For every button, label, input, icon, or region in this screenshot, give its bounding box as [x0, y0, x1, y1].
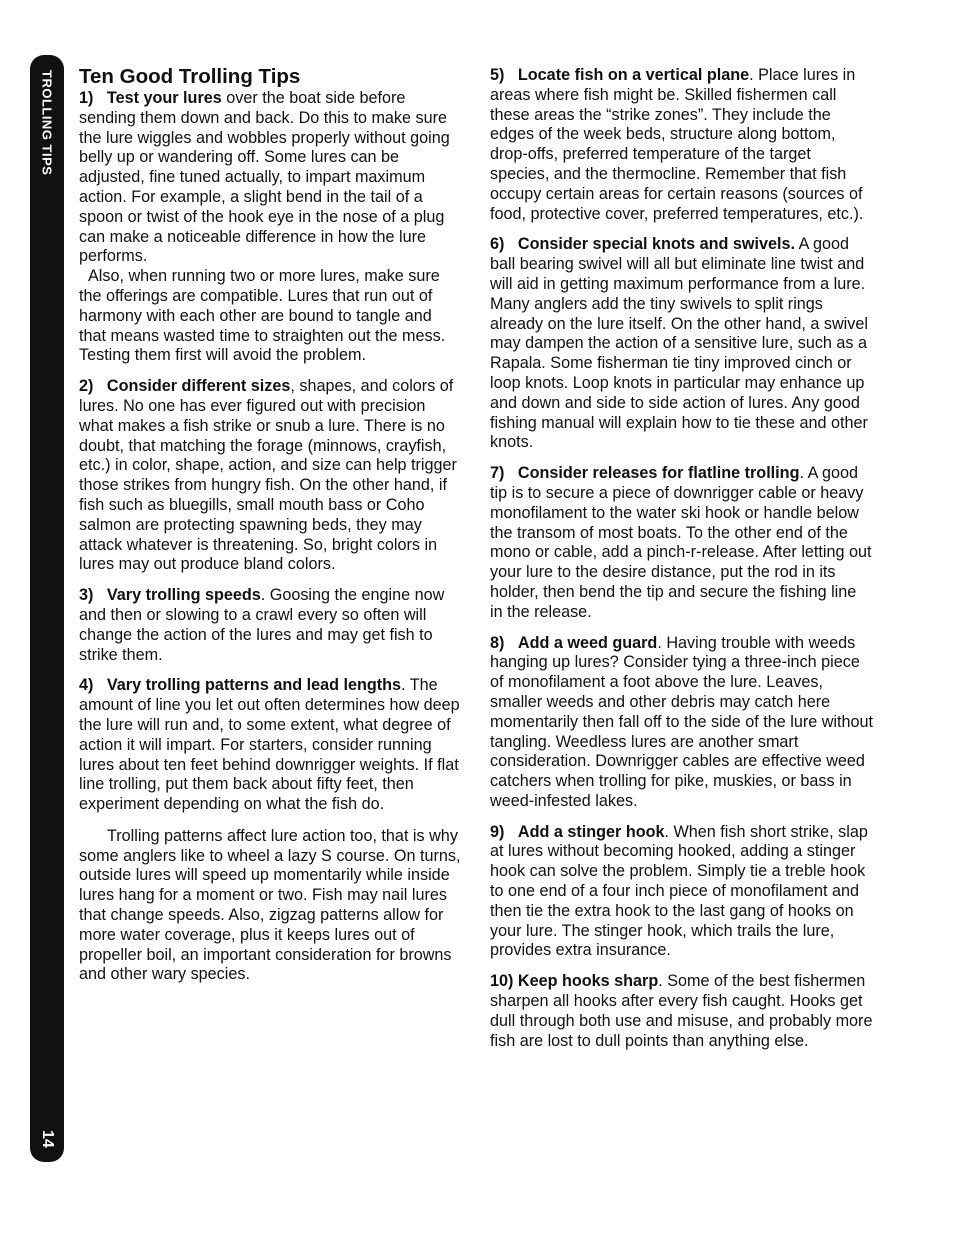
tip-5 [490, 66, 873, 224]
tip-number: 10) [490, 972, 514, 991]
page-title: Ten Good Trolling Tips [79, 65, 301, 88]
tip-heading: Vary trolling speeds [106, 586, 261, 605]
tip-number: 9) [490, 822, 505, 841]
tip-text: A good ball bearing swivel will all but eliminate line twist and will aid in getting maximum performance from a lure. Many anglers add the tiny swivels to split rings already on the lure itself. On the other hand, a swivel may dampen the action of a sensitive lure, such as a Rapala. Some fisherman tie tiny improved cinch or loop knots. Loop knots in particular may enhance up and down and side to side action of lures. Any good fishing manual will explain how to tie these and other knots. [490, 235, 868, 452]
tip-7 [490, 464, 873, 622]
tip-number: 7) [490, 464, 505, 483]
tip-text: . A good tip is to secure a piece of downrigger cable or heavy monofilament to the water ski hook or handle below the transom of most boats. To the other end of the mono or cable, add a pinch-r-release. After letting out your lure to the desire distance, put the rod in its holder, then bend the tip and secure the fishing line in the release. [490, 464, 872, 621]
tip-number: 2) [79, 377, 94, 396]
tip-text: . Place lures in areas where fish might be. Skilled fishermen call these areas the “strike zones”. They include the edges of the week beds, structure along bottom, drop-offs, preferred temperature of the target species, and the thermocline. Remember that fish occupy certain areas for certain reasons (sources of food, protective cover, preferred temperatures, etc.). [490, 66, 864, 223]
tip-4-extra: Trolling patterns affect lure action too, that is why some anglers like to wheel a lazy S course. On turns, outside lures will speed up momentarily while inside lures hang for a moment or two. Fish may nail lures that change speeds. Also, zigzag patterns allow for more water coverage, plus it keeps lures out of propeller boil, an important consideration for browns and other wary species. [79, 826, 461, 984]
tip-text: . The amount of line you let out often determines how deep the lure will run and, to some extent, what degree of action it will impart. For starters, consider running lures about ten feet behind downrigger weights. If flat line trolling, put them back about fifty feet, then experiment depending on what the fish do. [79, 676, 460, 814]
tip-number: 4) [79, 676, 94, 695]
tip-text: over the boat side before sending them down and back. Do this to make sure the lure wiggles and wobbles properly without going belly up or wandering off. Some lures can be adjusted, fine tuned actually, to impart maximum action. For example, a slight bend in the tail of a spoon or twist of the hook eye in the nose of a plug can make a noticeable difference in how the lure performs. [79, 89, 450, 266]
page-number: 14 [39, 1130, 56, 1148]
tip-number: 1) [79, 89, 94, 107]
tip-heading: Vary trolling patterns and lead lengths [106, 676, 402, 695]
tip-text: . Having trouble with weeds hanging up lures? Consider tying a three-inch piece of monofilament a foot above the lure. Leaves, smaller weeds and other debris may catch here momentarily then fall off to the side of the lure without tangling. Weedless lures are another smart consideration. Downrigger cables are effective weed catchers when trolling for pike, muskies, or bass in weed-infested lakes. [490, 633, 874, 810]
tip-number: 5) [490, 66, 505, 84]
tip-heading: Add a weed guard [517, 633, 658, 652]
tip-heading: Consider different sizes [106, 377, 291, 396]
tip-heading: Add a stinger hook [517, 822, 665, 841]
tip-number: 8) [490, 633, 505, 652]
tip-4 [79, 676, 463, 815]
tip-text: , shapes, and colors of lures. No one has ever figured out with precision what makes a fish strike or snub a lure. There is no doubt, that matching the forage (minnows, crayfish, etc.) in color, shape, action, and size can help trigger those strikes from hungry fish. On the other hand, if fish such as bluegills, small mouth bass or Coho salmon are protecting spawning beds, they may attack whatever is threatening. So, bright colors in lures may out produce bland colors. [79, 377, 457, 574]
tip-heading: Consider releases for flatline trolling [517, 464, 800, 483]
tip-text: . When fish short strike, slap at lures without becoming hooked, adding a stinger hook can solve the problem. Simply tie a treble hook to one end of a four inch piece of monofilament and then tie the extra hook to the last gang of hooks on your lure. The stinger hook, which trails the lure, provides extra insurance. [490, 822, 868, 960]
sidebar-tab [30, 55, 64, 1162]
tip-9 [490, 823, 873, 962]
tip-10 [490, 972, 873, 1051]
tip-number: 6) [490, 235, 505, 254]
sidebar-section-label: TROLLING TIPS [39, 70, 55, 176]
tip-1 [79, 89, 463, 267]
tip-heading: Keep hooks sharp [517, 972, 659, 991]
tip-1-extra: Also, when running two or more lures, make sure the offerings are compatible. Lures that run out of harmony with each other are bound to tangle and that means wasted time to straighten out the mess. Testing them first will avoid the problem. [79, 267, 446, 365]
tip-3 [79, 586, 463, 665]
tip-text: . Some of the best fishermen sharpen all hooks after every fish caught. Hooks get dull through both use and misuse, and probably more fish are lost to dull points than anything else. [490, 972, 873, 1050]
tip-text: . Goosing the engine now and then or slowing to a crawl every so often will change the action of the lures and may get fish to strike them. [79, 586, 445, 664]
tip-8 [490, 634, 873, 812]
tip-heading: Consider special knots and swivels. [517, 235, 795, 254]
tip-heading: Locate fish on a vertical plane [517, 66, 750, 84]
tip-6 [490, 235, 873, 453]
tip-2 [79, 377, 463, 575]
tip-heading: Test your lures [106, 89, 222, 107]
left-column [79, 66, 463, 996]
tip-number: 3) [79, 586, 94, 605]
right-column [490, 66, 873, 1062]
